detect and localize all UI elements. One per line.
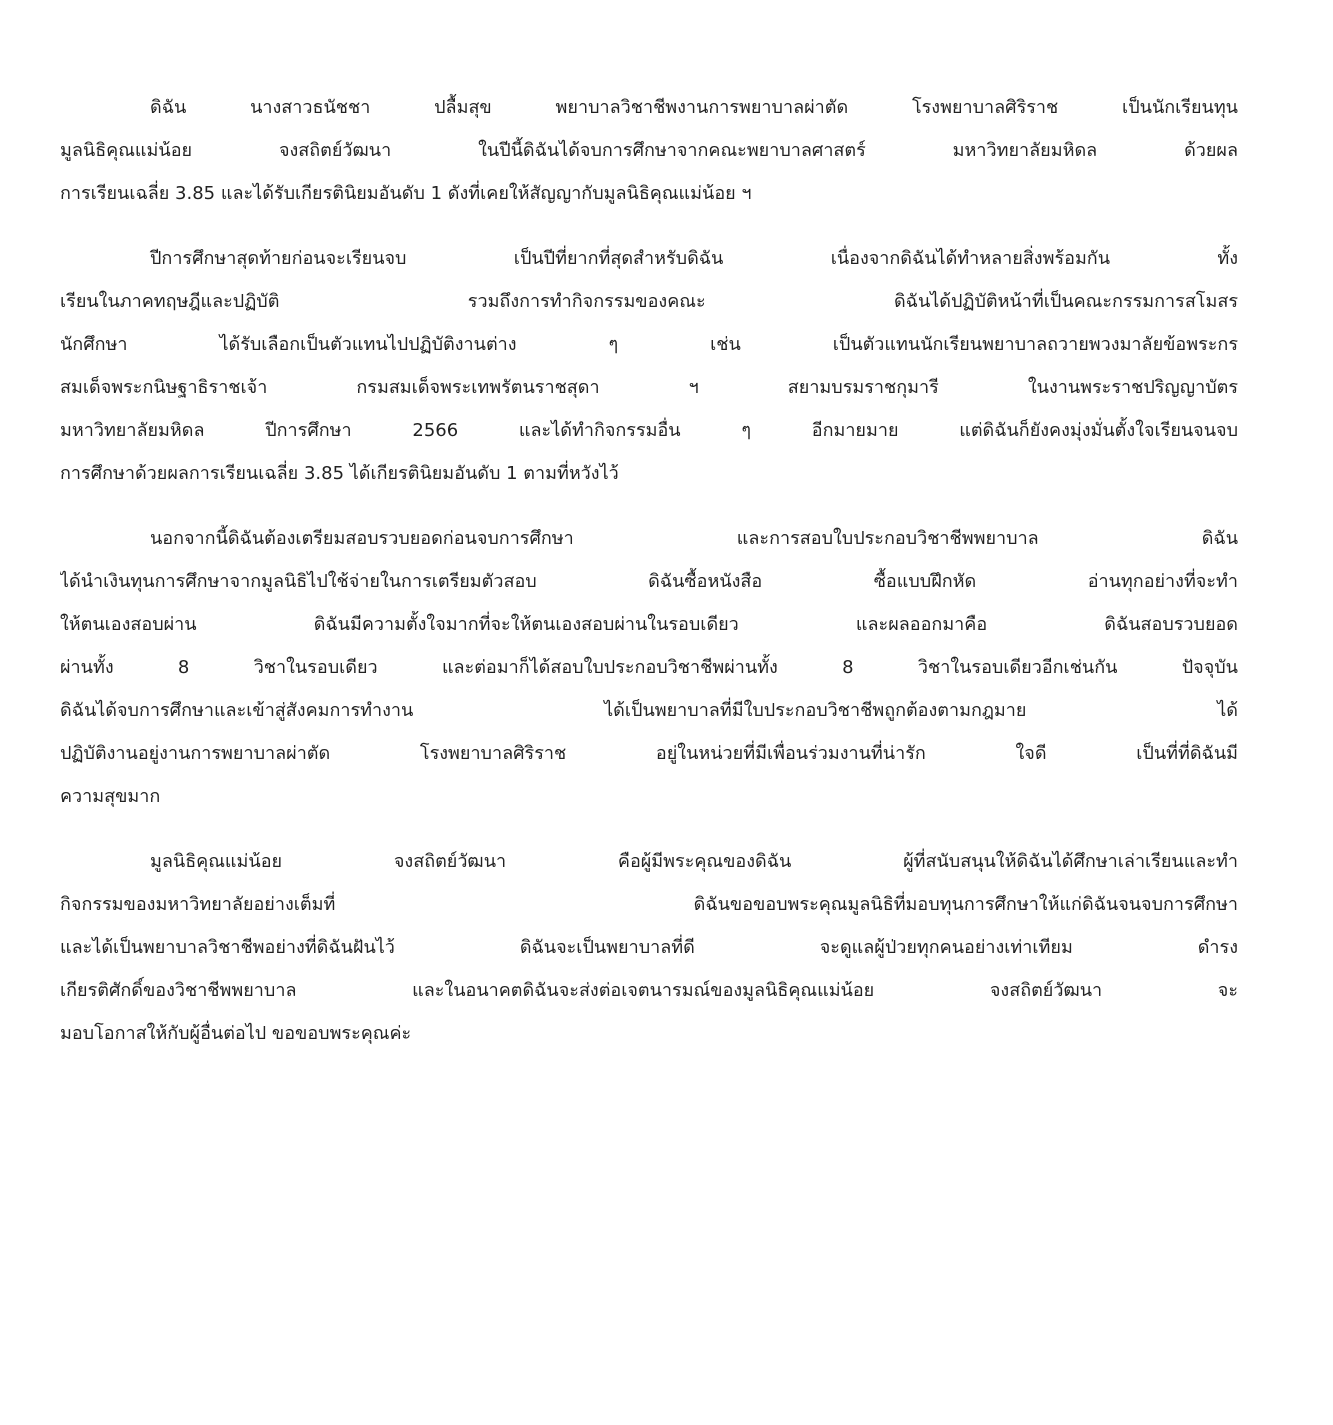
paragraph-line: ปีการศึกษาสุดท้ายก่อนจะเรียนจบ เป็นปีที่ยากที่สุดสำหรับดิฉัน เนื่องจากดิฉันได้ทำหลายสิ่งพร้อมกัน ทั้ง	[150, 248, 1238, 269]
paragraph-line: สมเด็จพระกนิษฐาธิราชเจ้า กรมสมเด็จพระเทพรัตนราชสุดา ฯ สยามบรมราชกุมารี ในงานพระราชปริญญาบัตร	[60, 377, 1238, 398]
paragraph-line: ให้ตนเองสอบผ่าน ดิฉันมีความตั้งใจมากที่จะให้ตนเองสอบผ่านในรอบเดียว และผลออกมาคือ ดิฉันสอบรวบยอด	[60, 614, 1238, 635]
paragraph-line: มอบโอกาสให้กับผู้อื่นต่อไป ขอขอบพระคุณค่ะ	[60, 1023, 412, 1044]
paragraph-2	[60, 237, 1238, 495]
paragraph-line: ดิฉันได้จบการศึกษาและเข้าสู่สังคมการทำงาน ได้เป็นพยาบาลที่มีใบประกอบวิชาชีพถูกต้องตามกฎมาย ได้	[60, 700, 1238, 721]
paragraph-line: ได้นำเงินทุนการศึกษาจากมูลนิธิไปใช้จ่ายในการเตรียมตัวสอบ ดิฉันซื้อหนังสือ ซื้อแบบฝึกหัด อ่านทุกอย่างที่จะทำ	[60, 571, 1238, 592]
paragraph-line: มหาวิทยาลัยมหิดล ปีการศึกษา 2566 และได้ทำกิจกรรมอื่น ๆ อีกมายมาย แต่ดิฉันก็ยังคงมุ่งมั่นตั้งใจเรียนจนจบ	[60, 420, 1238, 441]
paragraph-line: การเรียนเฉลี่ย 3.85 และได้รับเกียรตินิยมอันดับ 1 ดังที่เคยให้สัญญากับมูลนิธิคุณแม่น้อย ฯ	[60, 183, 752, 204]
paragraph-1	[60, 86, 1238, 215]
paragraph-line: ความสุขมาก	[60, 786, 161, 807]
paragraph-line: กิจกรรมของมหาวิทยาลัยอย่างเต็มที่ ดิฉันขอขอบพระคุณมูลนิธิที่มอบทุนการศึกษาให้แก่ดิฉันจนจบการศึกษา	[60, 894, 1238, 915]
paragraph-line: นักศึกษา ได้รับเลือกเป็นตัวแทนไปปฏิบัติงานต่าง ๆ เช่น เป็นตัวแทนนักเรียนพยาบาลถวายพวงมาลัยข้อพระกร	[60, 334, 1238, 355]
paragraph-line: ผ่านทั้ง 8 วิชาในรอบเดียว และต่อมาก็ได้สอบใบประกอบวิชาชีพผ่านทั้ง 8 วิชาในรอบเดียวอีกเช่นกัน ปัจจุบัน	[60, 657, 1238, 678]
paragraph-line: และได้เป็นพยาบาลวิชาชีพอย่างที่ดิฉันฝันไว้ ดิฉันจะเป็นพยาบาลที่ดี จะดูแลผู้ป่วยทุกคนอย่างเท่าเทียม ดำรง	[60, 937, 1238, 958]
paragraph-3	[60, 517, 1238, 818]
paragraph-line: เรียนในภาคทฤษฎีและปฏิบัติ รวมถึงการทำกิจกรรมของคณะ ดิฉันได้ปฏิบัติหน้าที่เป็นคณะกรรมการสโมสร	[60, 291, 1238, 312]
paragraph-line: ดิฉัน นางสาวธนัชชา ปลื้มสุข พยาบาลวิชาชีพงานการพยาบาลผ่าตัด โรงพยาบาลศิริราช เป็นนักเรียนทุน	[150, 97, 1238, 118]
paragraph-line: มูลนิธิคุณแม่น้อย จงสถิตย์วัฒนา ในปีนี้ดิฉันได้จบการศึกษาจากคณะพยาบาลศาสตร์ มหาวิทยาลัยมหิดล ด้วยผล	[60, 140, 1238, 161]
paragraph-line: เกียรติศักดิ์ของวิชาชีพพยาบาล และในอนาคตดิฉันจะส่งต่อเจตนารมณ์ของมูลนิธิคุณแม่น้อย จงสถิตย์วัฒนา จะ	[60, 980, 1238, 1001]
paragraph-line: มูลนิธิคุณแม่น้อย จงสถิตย์วัฒนา คือผู้มีพระคุณของดิฉัน ผู้ที่สนับสนุนให้ดิฉันได้ศึกษาเล่าเรียนและทำ	[150, 851, 1238, 872]
paragraph-line: การศึกษาด้วยผลการเรียนเฉลี่ย 3.85 ได้เกียรตินิยมอันดับ 1 ตามที่หวังไว้	[60, 463, 619, 484]
paragraph-4	[60, 840, 1238, 1055]
paragraph-line: นอกจากนี้ดิฉันต้องเตรียมสอบรวบยอดก่อนจบการศึกษา และการสอบใบประกอบวิชาชีพพยาบาล ดิฉัน	[150, 528, 1238, 549]
paragraph-line: ปฏิบัติงานอยู่งานการพยาบาลผ่าตัด โรงพยาบาลศิริราช อยู่ในหน่วยที่มีเพื่อนร่วมงานที่น่ารัก ใจดี เป็นที่ที่ดิฉันมี	[60, 743, 1238, 764]
letter-page	[60, 86, 1238, 1077]
